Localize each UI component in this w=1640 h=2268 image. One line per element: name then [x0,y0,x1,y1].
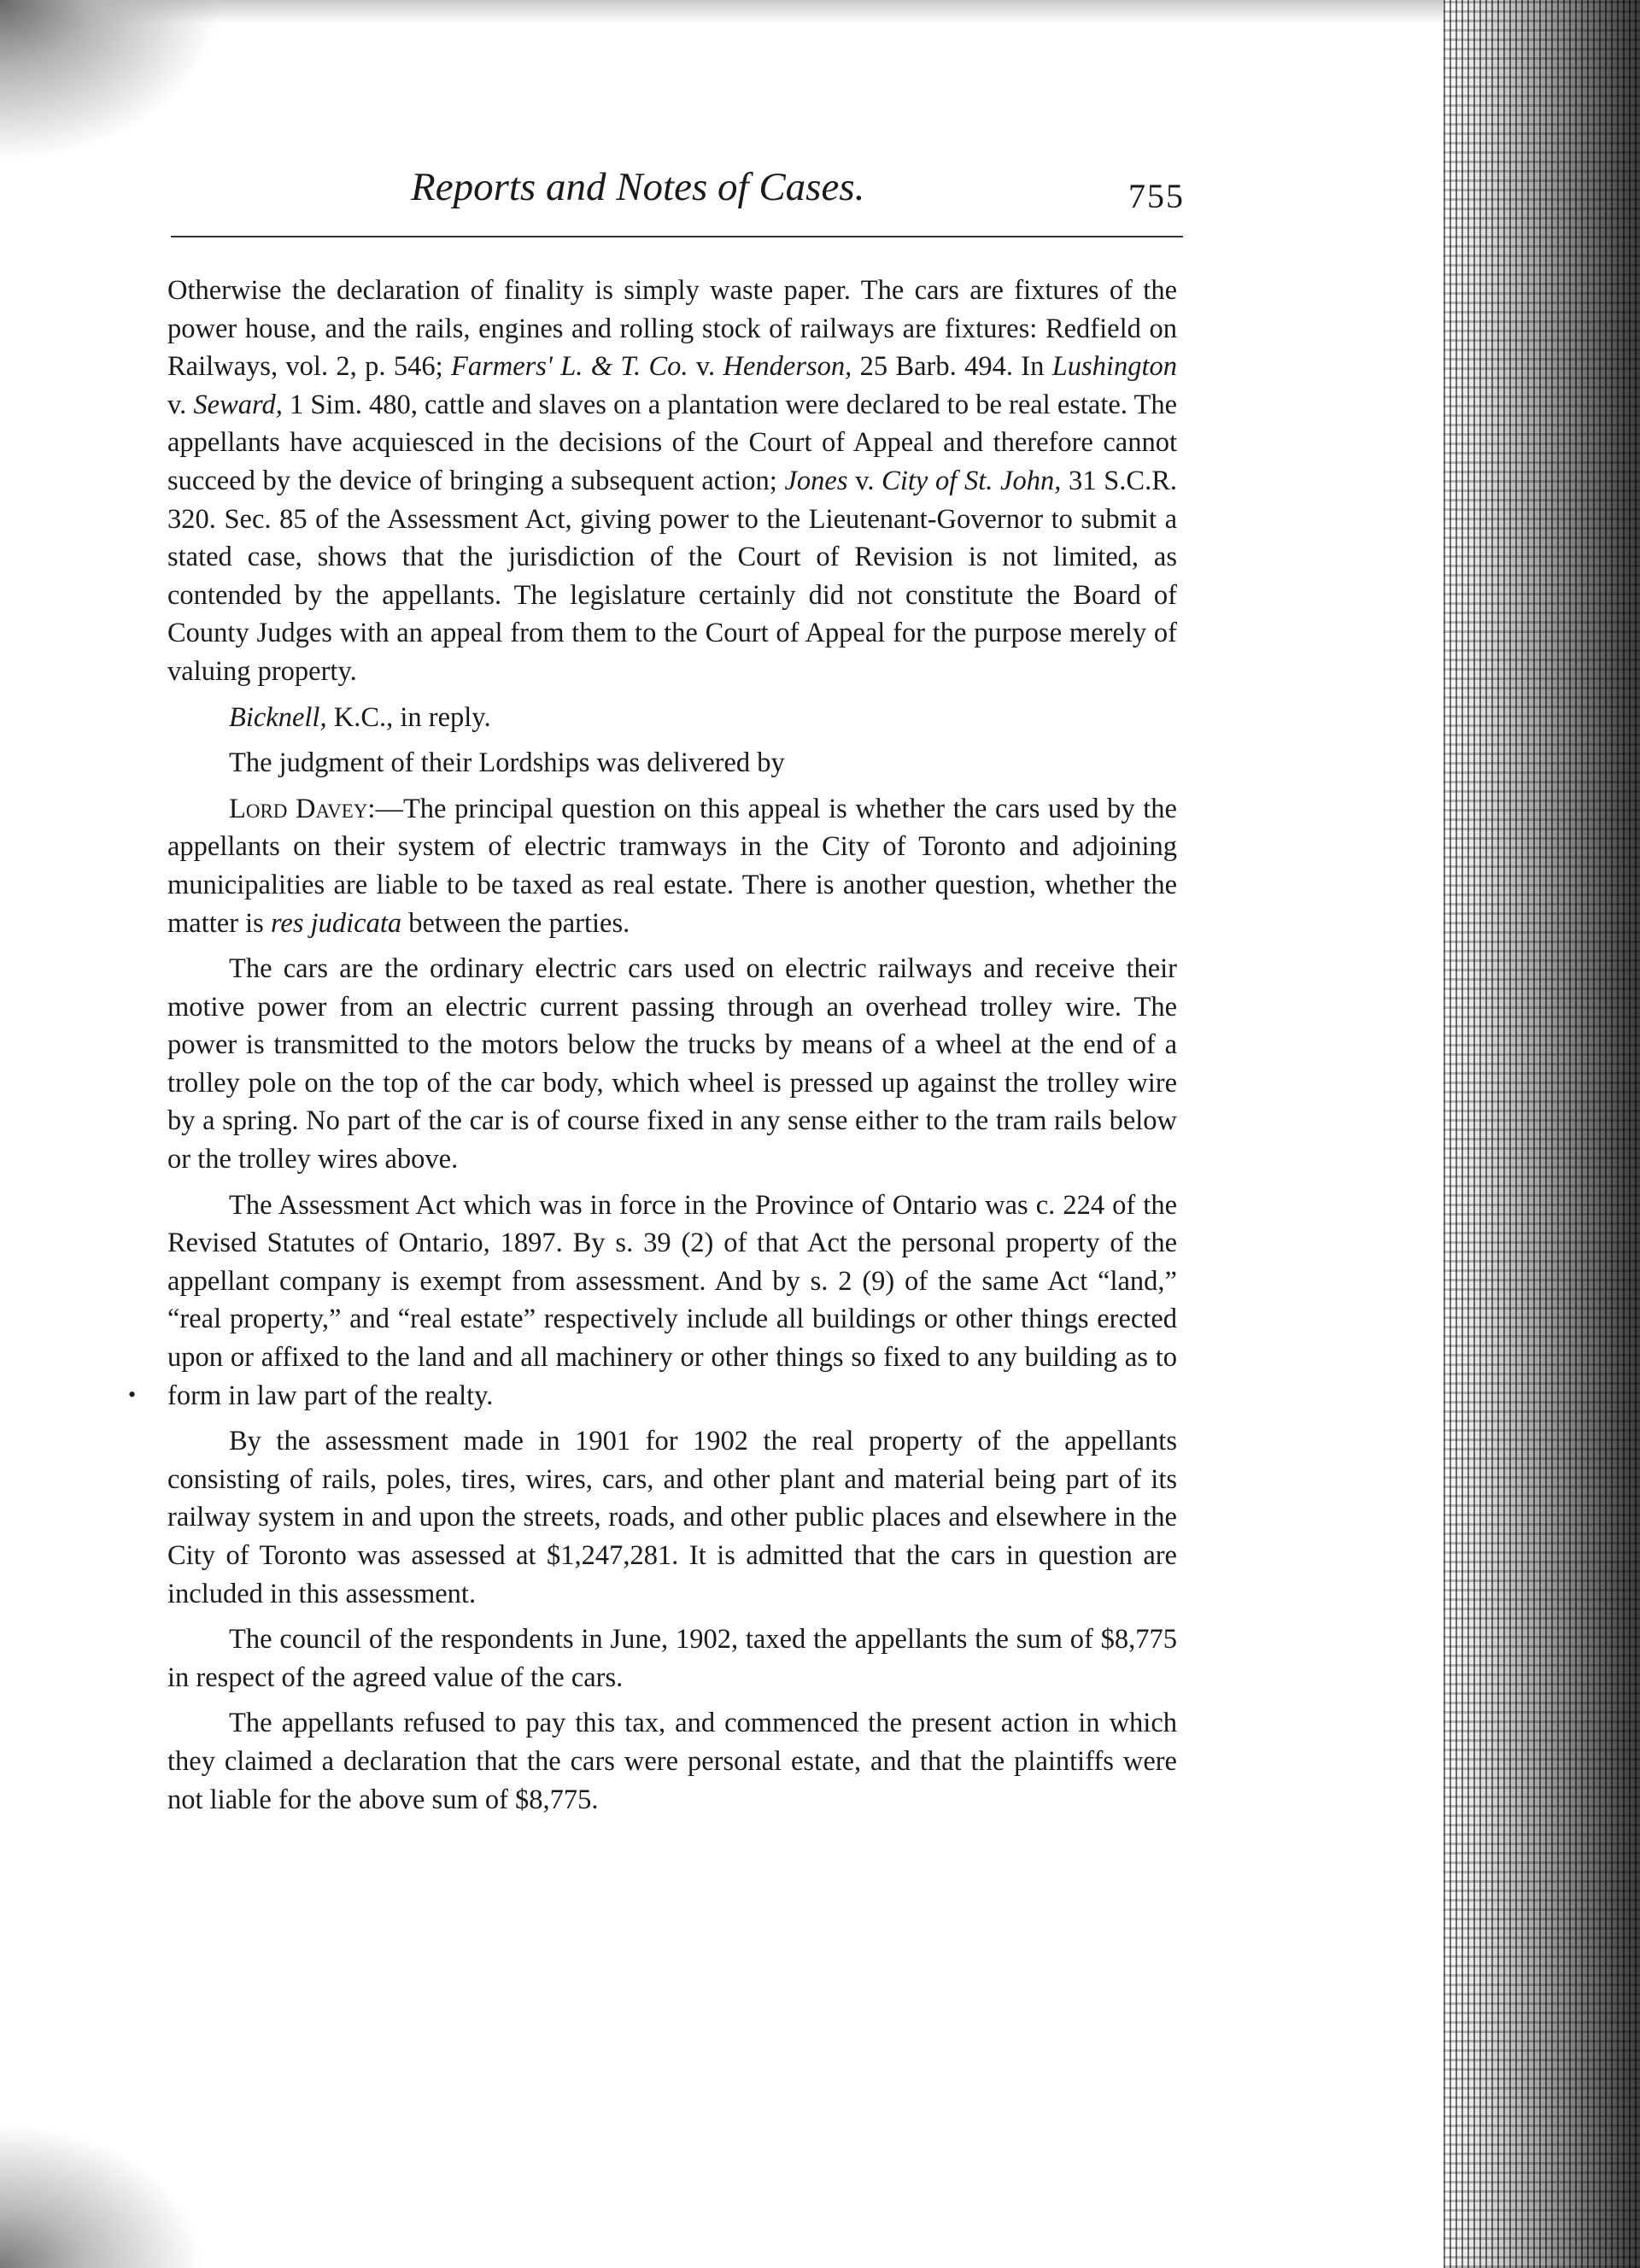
text-run: 25 Barb. 494. In [852,351,1052,383]
case-name: City of St. John, [882,465,1062,496]
scan-edge-right [1444,0,1640,2268]
text-run: The judgment of their Lordships was delivered by [229,747,785,779]
scan-edge-top [0,0,1640,24]
page-number: 755 [1128,177,1185,215]
counsel-name: Bicknell, [229,701,327,733]
case-name: Seward, [193,389,283,420]
scan-shadow-bottom-left [0,2123,205,2268]
case-name: Lushington [1051,351,1177,383]
text-run: The council of the respondents in June, 1902, taxed the appellants the sum of $8,775 in respect of the agreed value of the cars. [167,1624,1177,1693]
text-run: v. [167,389,194,420]
text-run: v. [847,465,882,496]
case-name: Henderson, [723,351,852,383]
paragraph-7 [167,1422,1177,1613]
body-text [167,272,1177,1826]
paragraph-9 [167,1704,1177,1819]
paragraph-2 [167,699,1177,737]
text-run: The appellants refused to pay this tax, and commenced the present action in which they claimed a declaration that the cars were personal estate, and that the plaintiffs were not liable for the above sum of $8,775. [167,1708,1177,1815]
paragraph-6 [167,1187,1177,1415]
case-name: Farmers' L. & T. Co. [450,351,688,383]
text-run: v. [688,351,723,383]
paragraph-8 [167,1620,1177,1697]
running-title: Reports and Notes of Cases. [411,165,865,209]
text-run: between the parties. [401,907,630,939]
text-run: 31 S.C.R. 320. Sec. 85 of the Assessment Act, giving power to the Lieutenant-Governor to submit a stated case, shows that the jurisdiction of the Court of Revision is not limited, as contended by the appellants. The legislature certainly did not constitute the Board of County Judges with an appeal from them to the Court of Appeal for the purpose merely of valuing property. [167,465,1178,687]
paragraph-4 [167,790,1177,942]
header-rule [171,236,1183,237]
latin-term: res judicata [270,907,402,939]
text-run: K.C., in reply. [326,701,491,733]
text-run: :—The principal question on this appeal is whether the cars used by the appellants on their system of electric tramways in the City of Toronto and adjoining municipalities are liable to be taxed as real estate. There is another question, whether the matter is [167,793,1177,939]
text-run: The cars are the ordinary electric cars used on electric railways and receive their motive power from an electric current passing through an overhead trolley wire. The power is transmitted to the motors below the trucks by means of a wheel at the end of a trolley pole on the top of the car body, which wheel is pressed up against the trolley wire by a spring. No part of the car is of course fixed in any sense either to the tram rails below or the trolley wires above. [167,953,1177,1175]
text-run: By the assessment made in 1901 for 1902 the real property of the appellants consisting of rails, poles, tires, wires, cars, and other plant and material being part of its railway system in and upon the streets, roads, and other public places and elsewhere in the City of Toronto was assessed at $1,247,281. It is admitted that the cars in question are included in this assessment. [167,1426,1177,1609]
paragraph-3 [167,744,1177,782]
paragraph-1 [167,272,1177,691]
page-header [167,161,1188,229]
scan-shadow-top-left [0,0,222,162]
text-run: The Assessment Act which was in force in the Province of Ontario was c. 224 of the Revised Statutes of Ontario, 1897. By s. 39 (2) of that Act the personal property of the appellant company is exempt from assessment. And by s. 2 (9) of the same Act “land,” “real property,” and “real estate” respectively include all buildings or other things erected upon or affixed to the land and all machinery or other things so fixed to any building as to form in law part of the realty. [167,1189,1177,1411]
case-name: Jones [784,465,848,496]
margin-mark: • [128,1382,137,1407]
text-run: 1 Sim. 480, cattle and slaves on a plantation were declared to be real estate. The appellants have acquiesced in the decisions of the Court of Appeal and therefore cannot succeed by the device of bringing a subsequent action; [167,389,1177,496]
judge-name: Lord Davey [229,793,368,824]
paragraph-5 [167,950,1177,1179]
text-run: Otherwise the declaration of finality is simply waste paper. The cars are fixtures of the power house, and the rails, engines and rolling stock of railways are fixtures: Redfield on Railways, vol. 2, p. 546; [167,275,1177,383]
